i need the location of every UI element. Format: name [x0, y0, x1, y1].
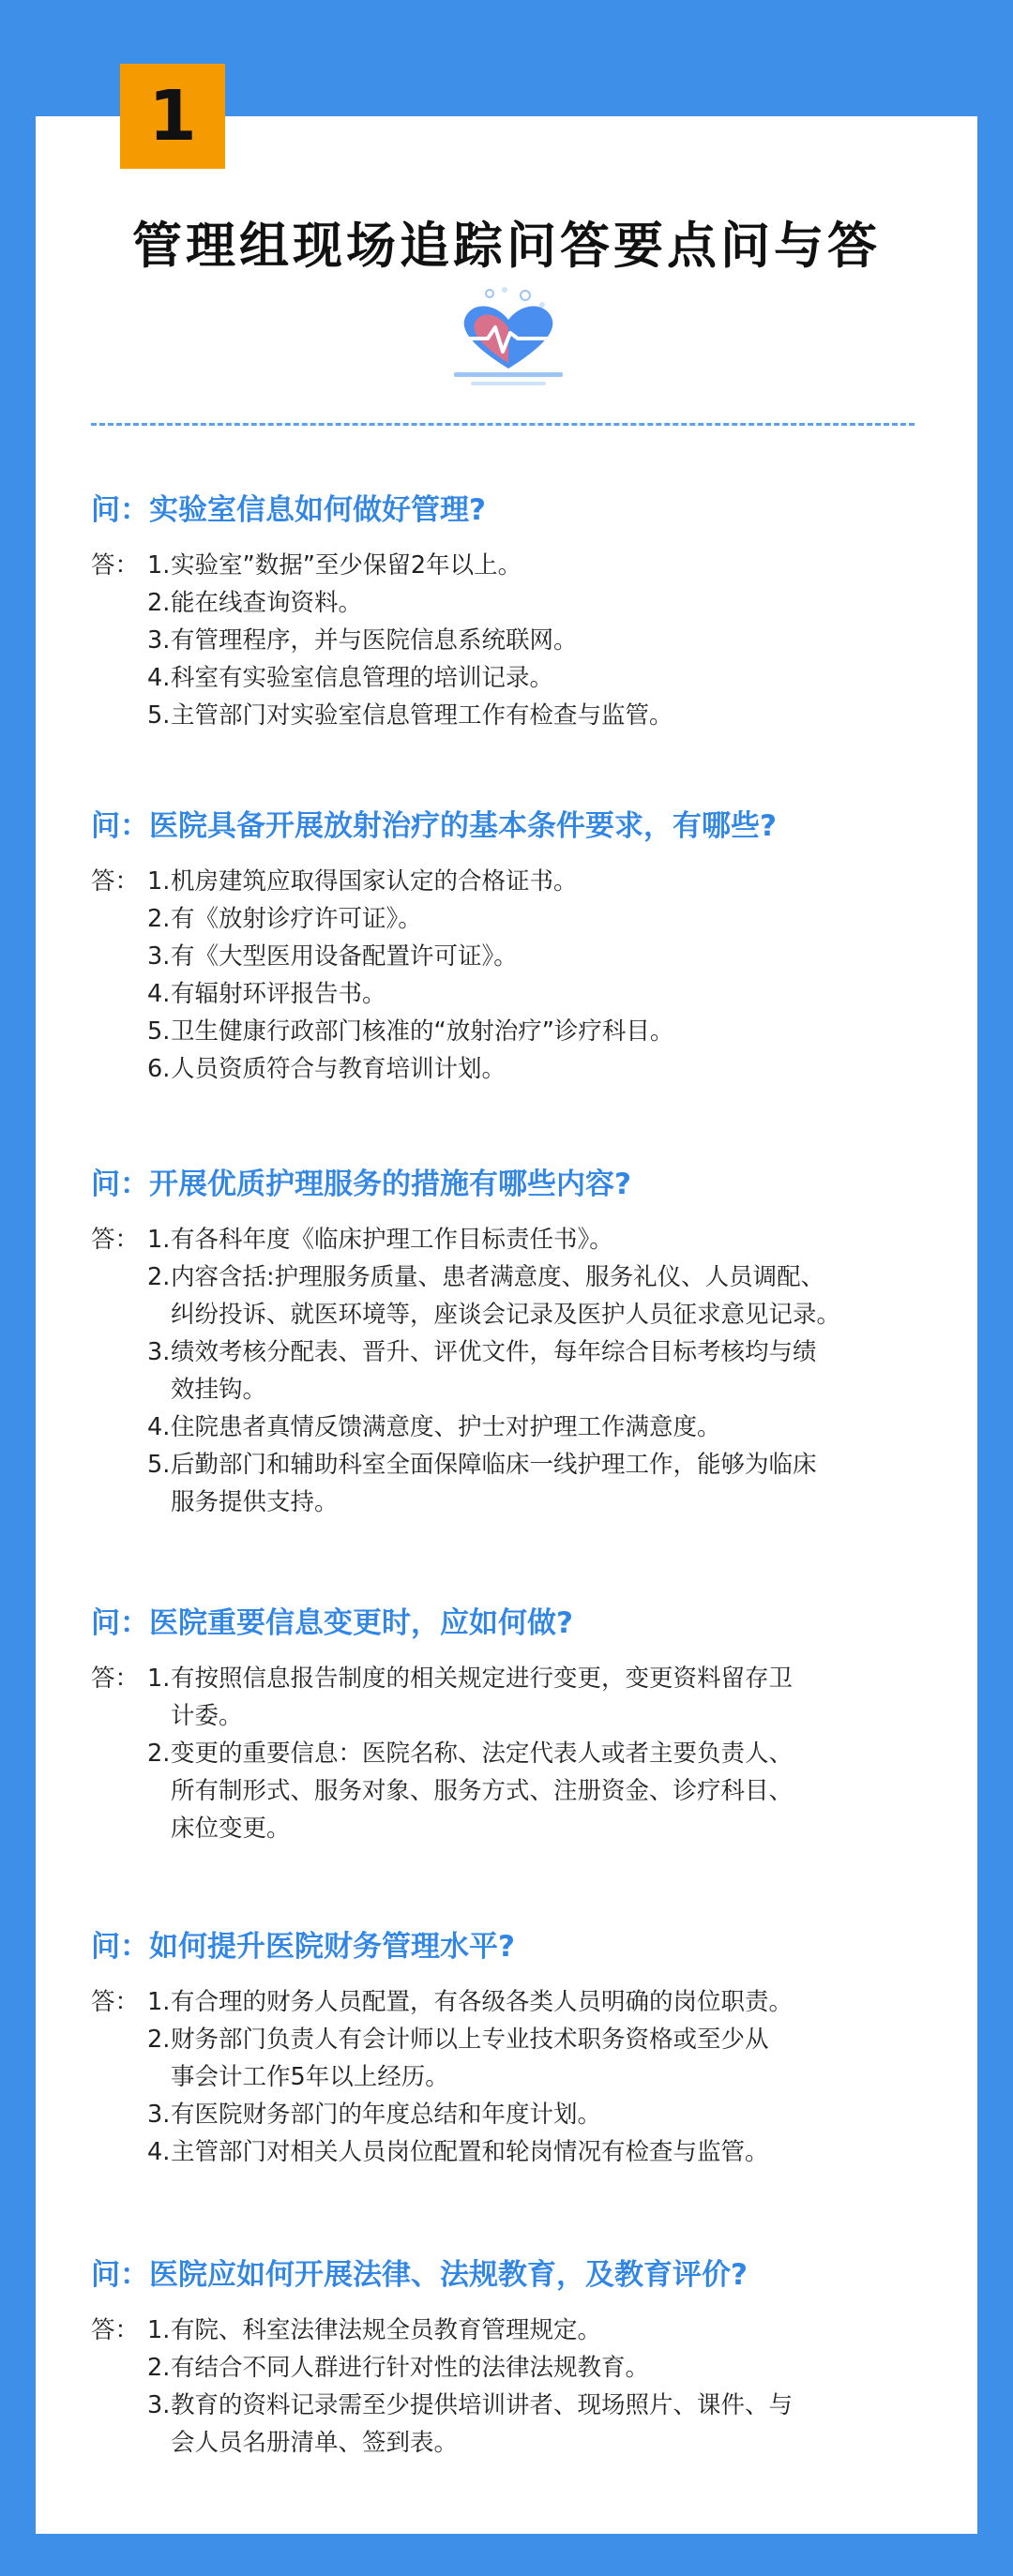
answer-list — [91, 547, 954, 734]
answer-prefix: 答： — [91, 1226, 140, 1254]
answer-item — [91, 1050, 954, 1088]
question-heading: 问：医院具备开展放射治疗的基本条件要求，有哪些? — [91, 809, 777, 843]
answer-text-line: 住院患者真情反馈满意度、护士对护理工作满意度。 — [171, 1413, 721, 1441]
answer-number: 4. — [147, 1413, 171, 1441]
question-heading: 问：实验室信息如何做好管理? — [91, 493, 486, 527]
qa-section — [91, 802, 954, 1088]
answer-item — [91, 863, 954, 900]
answer-text-line: 教育的资料记录需至少提供培训讲者、现场照片、课件、与 — [171, 2391, 794, 2419]
number-badge: 1 — [120, 64, 225, 169]
answer-text-line: 能在线查询资料。 — [171, 589, 363, 617]
answer-number: 1. — [147, 867, 171, 896]
answer-item — [91, 2387, 954, 2462]
answer-text-line: 人员资质符合与教育培训计划。 — [171, 1055, 506, 1083]
answer-number: 3. — [147, 626, 171, 655]
answer-item — [91, 622, 954, 659]
answer-prefix: 答： — [91, 551, 140, 580]
answer-item — [91, 1409, 954, 1446]
answer-number: 6. — [147, 1055, 171, 1083]
answer-list — [91, 1983, 954, 2171]
answer-number: 3. — [147, 2101, 171, 2129]
answer-item — [91, 1258, 954, 1333]
answer-text-line: 变更的重要信息：医院名称、法定代表人或者主要负责人、 — [171, 1740, 794, 1768]
answer-text-line: 会人员名册清单、签到表。 — [171, 2429, 459, 2457]
answer-text-line: 有《放射诊疗许可证》。 — [171, 905, 422, 933]
qa-section — [91, 2251, 954, 2462]
answer-text-line: 有辐射环评报告书。 — [171, 980, 386, 1008]
answer-text-line: 有管理程序，并与医院信息系统联网。 — [171, 626, 578, 655]
answer-list — [91, 1660, 954, 1847]
answer-item — [91, 2021, 954, 2096]
question-heading: 问：医院应如何开展法律、法规教育，及教育评价? — [91, 2258, 748, 2292]
answer-number: 4. — [147, 980, 171, 1008]
qa-section — [91, 1922, 954, 2171]
answer-number: 3. — [147, 942, 171, 971]
answer-text-line: 纠纷投诉、就医环境等，座谈会记录及医护人员征求意见记录。 — [171, 1301, 841, 1329]
answer-text-line: 事会计工作5年以上经历。 — [171, 2063, 449, 2091]
answer-text-line: 机房建筑应取得国家认定的合格证书。 — [171, 867, 578, 896]
answer-text-line: 主管部门对相关人员岗位配置和轮岗情况有检查与监管。 — [171, 2138, 769, 2166]
answer-list — [91, 863, 954, 1088]
answer-text-line: 有合理的财务人员配置，有各级各类人员明确的岗位职责。 — [171, 1988, 794, 2016]
answer-text-line: 有各科年度《临床护理工作目标责任书》。 — [171, 1226, 613, 1254]
answer-item — [91, 1735, 954, 1847]
answer-number: 1. — [147, 551, 171, 580]
answer-text-line: 效挂钩。 — [171, 1376, 267, 1404]
answer-item — [91, 1221, 954, 1258]
answer-item — [91, 697, 954, 734]
answer-text-line: 内容含括:护理服务质量、患者满意度、服务礼仪、人员调配、 — [171, 1263, 825, 1291]
answer-number: 5. — [147, 1017, 171, 1046]
answer-text-line: 有《大型医用设备配置许可证》。 — [171, 942, 518, 971]
answer-text-line: 主管部门对实验室信息管理工作有检查与监管。 — [171, 701, 673, 730]
answer-text-line: 有按照信息报告制度的相关规定进行变更，变更资料留存卫 — [171, 1665, 794, 1693]
answer-text-line: 绩效考核分配表、晋升、评优文件，每年综合目标考核均与绩 — [171, 1338, 817, 1366]
qa-section — [91, 1160, 954, 1521]
answer-number: 2. — [147, 2026, 171, 2054]
answer-text-line: 科室有实验室信息管理的培训记录。 — [171, 664, 554, 692]
answer-text-line: 实验室”数据”至少保留2年以上。 — [171, 551, 522, 580]
answer-number: 5. — [147, 1451, 171, 1479]
answer-item — [91, 2096, 954, 2133]
answer-list — [91, 2312, 954, 2462]
answer-list — [91, 1221, 954, 1521]
answer-item — [91, 938, 954, 975]
answer-item — [91, 659, 954, 697]
dashed-divider — [91, 423, 915, 426]
answer-item — [91, 900, 954, 938]
answer-text-line: 卫生健康行政部门核准的“放射治疗”诊疗科目。 — [171, 1017, 674, 1046]
answer-item — [91, 1333, 954, 1409]
answer-item — [91, 547, 954, 584]
answer-text-line: 计委。 — [171, 1702, 243, 1730]
answer-text-line: 后勤部门和辅助科室全面保障临床一线护理工作，能够为临床 — [171, 1451, 817, 1479]
answer-text-line: 有结合不同人群进行针对性的法律法规教育。 — [171, 2354, 650, 2382]
answer-number: 4. — [147, 664, 171, 692]
answer-number: 1. — [147, 1665, 171, 1693]
question-heading: 问：医院重要信息变更时，应如何做? — [91, 1606, 573, 1640]
heart-rate-icon — [450, 286, 567, 391]
answer-item — [91, 2349, 954, 2387]
answer-text-line: 有院、科室法律法规全员教育管理规定。 — [171, 2316, 602, 2344]
answer-number: 5. — [147, 701, 171, 730]
answer-item — [91, 584, 954, 622]
answer-item — [91, 1013, 954, 1050]
answer-text-line: 有医院财务部门的年度总结和年度计划。 — [171, 2101, 602, 2129]
answer-prefix: 答： — [91, 1988, 140, 2016]
answer-number: 2. — [147, 589, 171, 617]
answer-number: 3. — [147, 2391, 171, 2419]
answer-item — [91, 2133, 954, 2171]
answer-prefix: 答： — [91, 867, 140, 896]
answer-text-line: 床位变更。 — [171, 1815, 291, 1843]
answer-text-line: 财务部门负责人有会计师以上专业技术职务资格或至少从 — [171, 2026, 769, 2054]
answer-number: 1. — [147, 1226, 171, 1254]
page-title: 管理组现场追踪问答要点问与答 — [132, 218, 881, 275]
answer-text-line: 所有制形式、服务对象、服务方式、注册资金、诊疗科目、 — [171, 1777, 794, 1805]
answer-number: 1. — [147, 1988, 171, 2016]
answer-item — [91, 2312, 954, 2349]
answer-number: 4. — [147, 2138, 171, 2166]
question-heading: 问：如何提升医院财务管理水平? — [91, 1930, 515, 1964]
answer-prefix: 答： — [91, 2316, 140, 2344]
answer-item — [91, 1983, 954, 2021]
answer-number: 2. — [147, 2354, 171, 2382]
answer-number: 1. — [147, 2316, 171, 2344]
question-heading: 问：开展优质护理服务的措施有哪些内容? — [91, 1167, 631, 1201]
qa-section — [91, 486, 954, 734]
answer-text-line: 服务提供支持。 — [171, 1488, 339, 1516]
answer-item — [91, 1660, 954, 1735]
answer-number: 2. — [147, 1740, 171, 1768]
answer-item — [91, 975, 954, 1013]
answer-number: 2. — [147, 905, 171, 933]
qa-section — [91, 1599, 954, 1847]
answer-number: 3. — [147, 1338, 171, 1366]
answer-prefix: 答： — [91, 1665, 140, 1693]
answer-number: 2. — [147, 1263, 171, 1291]
answer-item — [91, 1446, 954, 1521]
